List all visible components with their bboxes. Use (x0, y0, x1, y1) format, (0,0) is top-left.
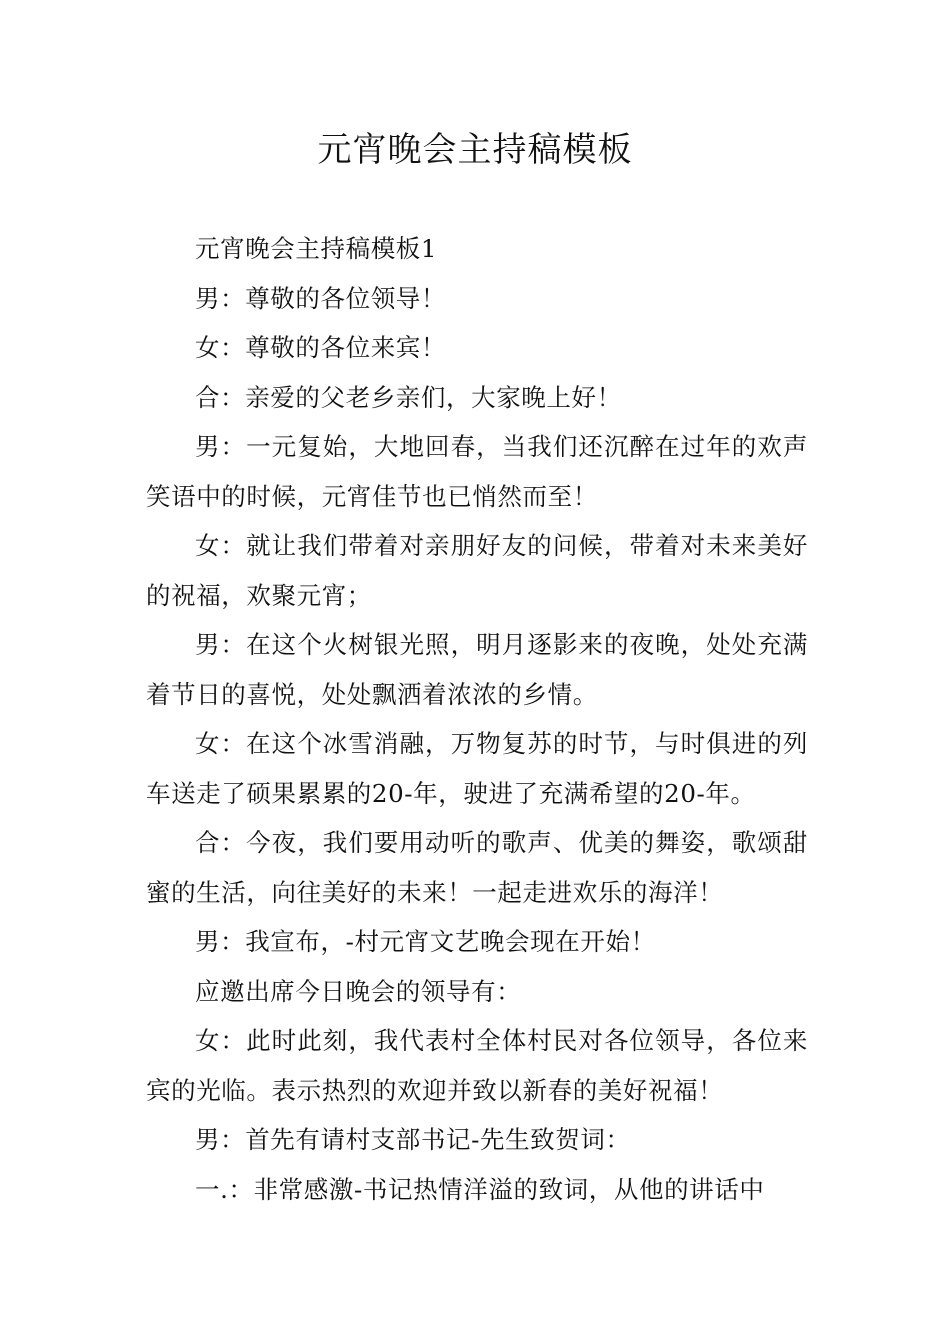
paragraph: 合：今夜，我们要用动听的歌声、优美的舞姿，歌颂甜蜜的生活，向往美好的未来！一起走进欢乐的海洋！ (146, 828, 808, 907)
document-body (146, 224, 808, 1214)
paragraph: 女：就让我们带着对亲朋好友的问候，带着对未来美好的祝福，欢聚元宵； (146, 531, 808, 610)
paragraph: 男：我宣布，-村元宵文艺晚会现在开始！ (195, 927, 656, 956)
paragraph-heading: 元宵晚会主持稿模板1 (195, 234, 438, 263)
paragraph: 女：此时此刻，我代表村全体村民对各位领导，各位来宾的光临。表示热烈的欢迎并致以新春的美好祝福！ (146, 1026, 808, 1105)
paragraph: 男：一元复始，大地回春，当我们还沉醉在过年的欢声笑语中的时候，元宵佳节也已悄然而至！ (146, 432, 808, 511)
paragraph: 合：亲爱的父老乡亲们，大家晚上好！ (195, 382, 622, 412)
paragraph: 一.：非常感激-书记热情洋溢的致词，从他的讲话中 (195, 1174, 765, 1204)
document-title: 元宵晚会主持稿模板 (317, 130, 633, 170)
paragraph: 女：在这个冰雪消融，万物复苏的时节，与时俱进的列车送走了硕果累累的20-年，驶进了充满希望的20-年。 (146, 729, 808, 808)
paragraph: 男：首先有请村支部书记-先生致贺词： (195, 1125, 631, 1154)
paragraph: 女：尊敬的各位来宾！ (195, 333, 446, 362)
paragraph: 男：尊敬的各位领导！ (195, 283, 446, 313)
paragraph: 应邀出席今日晚会的领导有： (195, 976, 522, 1006)
paragraph: 男：在这个火树银光照，明月逐影来的夜晚，处处充满着节日的喜悦，处处飘洒着浓浓的乡情。 (146, 630, 808, 709)
